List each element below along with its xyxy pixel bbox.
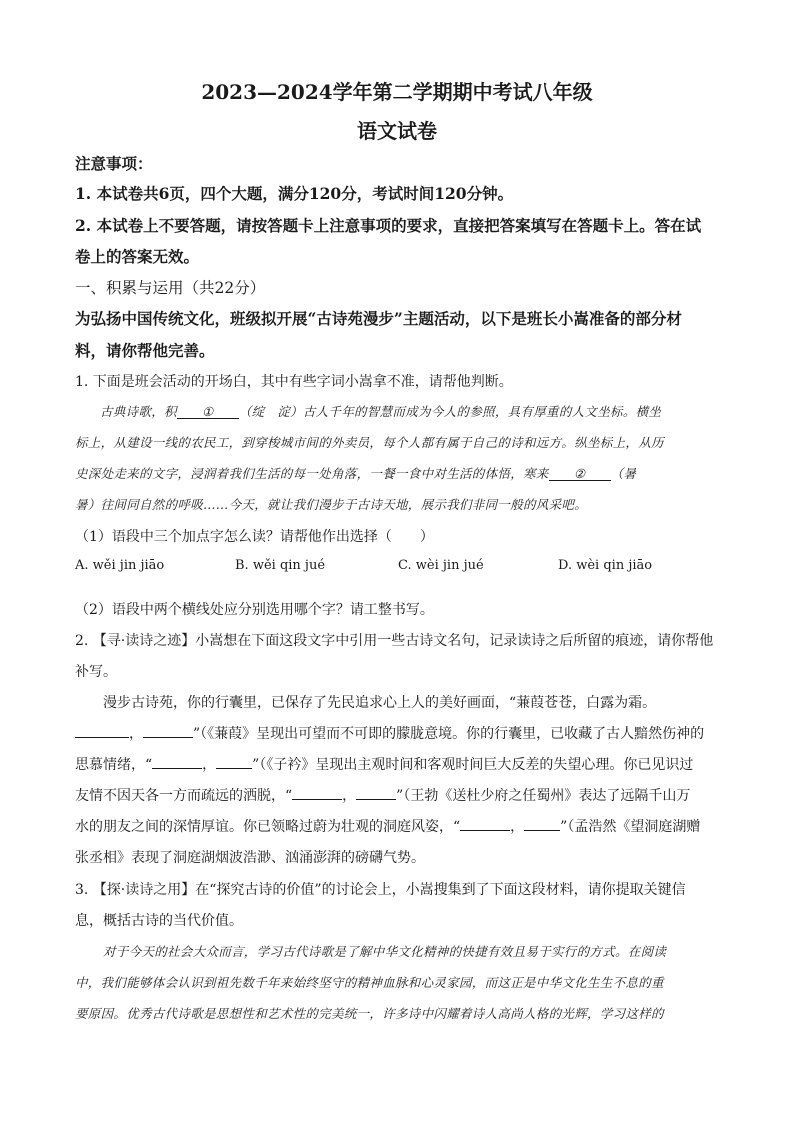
q2-passage-text: ”（《蒹葭》呈现出可望而不可即的朦胧意境。你的行囊里，已收藏了古人黯然伤神的: [193, 726, 705, 742]
blank-1-marker: ①: [202, 404, 214, 419]
notice-heading: 注意事项：: [75, 154, 153, 173]
notice-item-1: 1. 本试卷共6页，四个大题，满分120分，考试时间120分钟。: [75, 184, 514, 203]
q1-blank-2: [549, 466, 611, 481]
comma: ，: [510, 819, 525, 835]
q1-passage-line2: 标上，从建设一线的农民工，到穿梭城市间的外卖员，每个人都有属于自己的诗和远方。纵坐标上，从历: [75, 435, 664, 450]
q1-passage-text: （绽 淀）古人千年的智慧而成为今人的参照，具有厚重的人文坐标。横坐: [238, 404, 662, 419]
q2-blank: [75, 723, 129, 738]
q2-passage-text: 思慕情绪，“: [75, 757, 153, 773]
q3-stem-cont: 息，概括古诗的当代价值。: [75, 913, 243, 929]
q3-stem: 3. 【探·读诗之用】在“探究古诗的价值”的讨论会上，小嵩搜集到了下面这段材料，请你提取关键信: [75, 882, 686, 898]
q2-blank: [216, 754, 252, 769]
option-text: wěi qin jué: [252, 558, 326, 573]
option-label: A.: [75, 558, 89, 573]
q3-passage-line2: 中，我们能够体会认识到祖先数千年来始终坚守的精神血脉和心灵家园，而这正是中华文化生生不息的重: [75, 975, 664, 990]
q2-blank: [292, 785, 342, 800]
option-label: C.: [398, 558, 412, 573]
q2-blank: [460, 816, 510, 831]
notice-item-2-cont: 卷上的答案无效。: [75, 247, 200, 266]
q1-stem: 1. 下面是班会活动的开场白，其中有些字词小嵩拿不准，请帮他判断。: [75, 374, 513, 390]
q3-passage-line1: 对于今天的社会大众而言，学习古代诗歌是了解中华文化精神的快捷有效且易于实行的方式。在阅读: [103, 944, 667, 959]
q1-option-b: [235, 558, 325, 573]
option-text: wèi jin jué: [415, 558, 484, 573]
q2-blank: [152, 754, 202, 769]
section-intro-cont: 料，请你帮他完善。: [75, 341, 215, 360]
notice-item-2: 2. 本试卷上不要答题，请按答题卡上注意事项的要求，直接把答案填写在答题卡上。答在试: [75, 216, 702, 235]
comma: ，: [202, 757, 217, 773]
q1-option-a: [75, 558, 164, 573]
q1-passage-text: （暑: [610, 466, 637, 481]
q2-passage-line4: [75, 785, 690, 805]
q2-blank: [356, 785, 396, 800]
q2-passage-text: ”（王勃《送杜少府之任蜀州》表达了远隔千山万: [396, 788, 691, 804]
q2-stem-cont: 补写。: [75, 664, 117, 680]
q1-passage-line1: [100, 402, 661, 420]
q1-option-c: [398, 558, 484, 573]
option-text: wèi qin jiāo: [576, 558, 653, 573]
q2-passage-line6: 张丞相》表现了洞庭湖烟波浩渺、汹涌澎湃的磅礴气势。: [75, 850, 425, 866]
option-label: D.: [558, 558, 573, 573]
q2-blank: [143, 723, 193, 738]
q1-passage-text: 古典诗歌，积: [100, 404, 177, 419]
q1-sub-question-2: （2）语段中两个横线处应分别选用哪个字？请工整书写。: [75, 602, 434, 618]
section-intro: 为弘扬中国传统文化，班级拟开展“古诗苑漫步”主题活动，以下是班长小嵩准备的部分材: [75, 309, 682, 328]
q2-passage-line1: 漫步古诗苑，你的行囊里，已保存了先民追求心上人的美好画面，“蒹葭苍苍，白露为霜。: [103, 695, 657, 711]
q1-sub-question-1: （1）语段中三个加点字怎么读？请帮他作出选择（ ）: [75, 529, 434, 545]
q2-passage-text: 友情不因天各一方而疏远的洒脱，“: [75, 788, 293, 804]
q1-blank-1: [177, 404, 239, 419]
comma: ，: [129, 726, 143, 742]
section-heading: 一、积累与运用（共22分）: [75, 279, 266, 297]
option-label: B.: [235, 558, 249, 573]
q1-passage-text: 史深处走来的文字，浸润着我们生活的每一处角落，一餐一食中对生活的体悟，寒来: [75, 466, 549, 481]
q1-passage-line3: [75, 464, 636, 482]
q2-stem: 2. 【寻·读诗之迹】小嵩想在下面这段文字中引用一些古诗文名句，记录读诗之后所留的痕迹，请你帮他: [75, 633, 714, 649]
exam-title: 2023—2024学年第二学期期中考试八年级: [201, 80, 593, 104]
q2-passage-text: ”（《子衿》呈现出主观时间和客观时间巨大反差的失望心理。你已见识过: [252, 757, 694, 773]
q2-passage-line3: [75, 754, 693, 774]
exam-subtitle: 语文试卷: [357, 119, 437, 143]
q1-option-d: [558, 558, 652, 573]
comma: ，: [342, 788, 357, 804]
option-text: wěi jin jiāo: [92, 558, 165, 573]
q2-blank: [524, 816, 560, 831]
q2-passage-text: ”（孟浩然《望洞庭湖赠: [560, 819, 701, 835]
q1-passage-line4: 暑）往间同自然的呼吸……今天，就让我们漫步于古诗天地，展示我们非同一般的风采吧。: [75, 497, 588, 512]
q2-passage-line5: [75, 816, 700, 836]
q2-passage-line2: [75, 723, 704, 743]
q2-passage-text: 水的朋友之间的深情厚谊。你已领略过蔚为壮观的洞庭风姿，“: [75, 819, 461, 835]
blank-2-marker: ②: [573, 466, 586, 481]
q3-passage-line3: 要原因。优秀古代诗歌是思想性和艺术性的完美统一，许多诗中闪耀着诗人高尚人格的光辉，学习这样的: [75, 1006, 664, 1021]
